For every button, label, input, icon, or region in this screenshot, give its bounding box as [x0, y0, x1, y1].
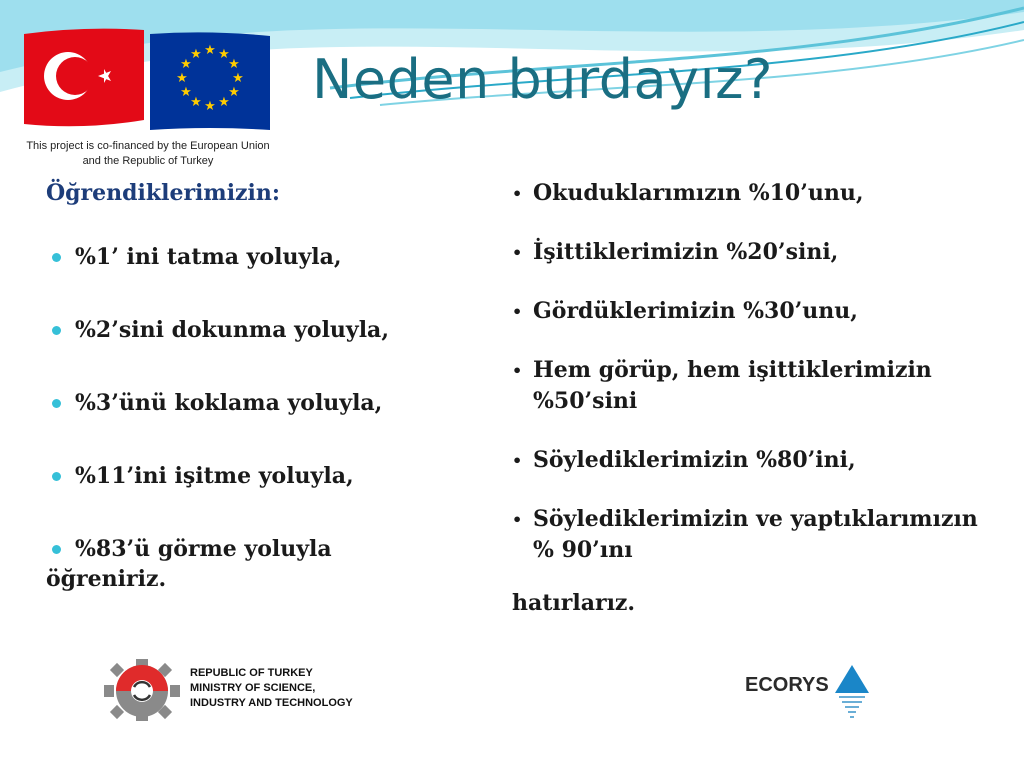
- bullet-icon: •: [512, 302, 523, 321]
- cofinance-note: This project is co-financed by the European Union and the Republic of Turkey: [26, 140, 270, 167]
- right-conclusion: hatırlarız.: [512, 590, 636, 616]
- triangle-logo-icon: [833, 663, 871, 721]
- svg-text:★: ★: [176, 71, 188, 86]
- ecorys-wordmark: ECORYS: [745, 674, 829, 696]
- bullet-icon: •: [512, 184, 523, 203]
- list-item-text: Hem görüp, hem işittiklerimizin %50’sini: [533, 357, 932, 414]
- bullet-icon: •: [512, 243, 523, 262]
- bullet-icon: •: [512, 451, 523, 470]
- svg-text:★: ★: [190, 47, 202, 62]
- list-item: [512, 445, 982, 476]
- list-item-text: %83’ü görme yoluyla: [75, 536, 332, 562]
- ministry-line: INDUSTRY AND TECHNOLOGY: [190, 697, 353, 709]
- list-item: [512, 237, 982, 268]
- gear-logo-icon: [100, 657, 182, 723]
- list-item: [46, 463, 486, 489]
- svg-text:★: ★: [180, 85, 192, 100]
- list-item-text: %2’sini dokunma yoluyla,: [75, 317, 389, 343]
- list-item-text: %1’ ini tatma yoluyla,: [75, 244, 342, 270]
- svg-text:★: ★: [218, 47, 230, 62]
- svg-text:★: ★: [204, 99, 216, 114]
- bullet-icon: •: [512, 510, 523, 529]
- bullet-dot-icon: [52, 326, 61, 335]
- svg-text:★: ★: [228, 57, 240, 72]
- eu-flag-icon: [148, 30, 272, 134]
- slide-title: Neden burdayız?: [312, 48, 774, 111]
- list-item-text: Söylediklerimizin ve yaptıklarımızın % 90’ını: [533, 506, 978, 563]
- left-column: [46, 180, 486, 592]
- ministry-name: [190, 666, 353, 711]
- list-item: [46, 536, 486, 562]
- list-item-text: Gördüklerimizin %30’unu,: [533, 298, 858, 324]
- list-item: [512, 296, 982, 327]
- list-item-text: %3’ünü koklama yoluyla,: [75, 390, 383, 416]
- bullet-dot-icon: [52, 545, 61, 554]
- list-item: [46, 244, 486, 270]
- left-conclusion: öğreniriz.: [46, 566, 167, 592]
- ministry-line: MINISTRY OF SCIENCE,: [190, 682, 316, 694]
- svg-text:★: ★: [232, 71, 244, 86]
- turkey-flag-icon: [22, 26, 146, 128]
- bullet-dot-icon: [52, 253, 61, 262]
- list-item: [46, 317, 486, 343]
- svg-text:★: ★: [190, 95, 202, 110]
- bullet-dot-icon: [52, 472, 61, 481]
- right-column: [512, 178, 982, 616]
- bullet-dot-icon: [52, 399, 61, 408]
- svg-text:★: ★: [228, 85, 240, 100]
- list-item: [46, 390, 486, 416]
- svg-text:★: ★: [218, 95, 230, 110]
- ministry-line: REPUBLIC OF TURKEY: [190, 667, 313, 679]
- left-list: [46, 244, 486, 562]
- list-item: [512, 504, 982, 566]
- list-item-text: Söylediklerimizin %80’ini,: [533, 447, 856, 473]
- svg-text:★: ★: [204, 43, 216, 58]
- list-item-text: İşittiklerimizin %20’sini,: [533, 239, 839, 265]
- svg-text:★: ★: [180, 57, 192, 72]
- list-item-text: Okuduklarımızın %10’unu,: [533, 180, 864, 206]
- list-item-text: %11’ini işitme yoluyla,: [75, 463, 354, 489]
- left-heading: Öğrendiklerimizin:: [46, 180, 281, 206]
- bullet-icon: •: [512, 361, 523, 380]
- list-item: [512, 355, 982, 417]
- list-item: [512, 178, 982, 209]
